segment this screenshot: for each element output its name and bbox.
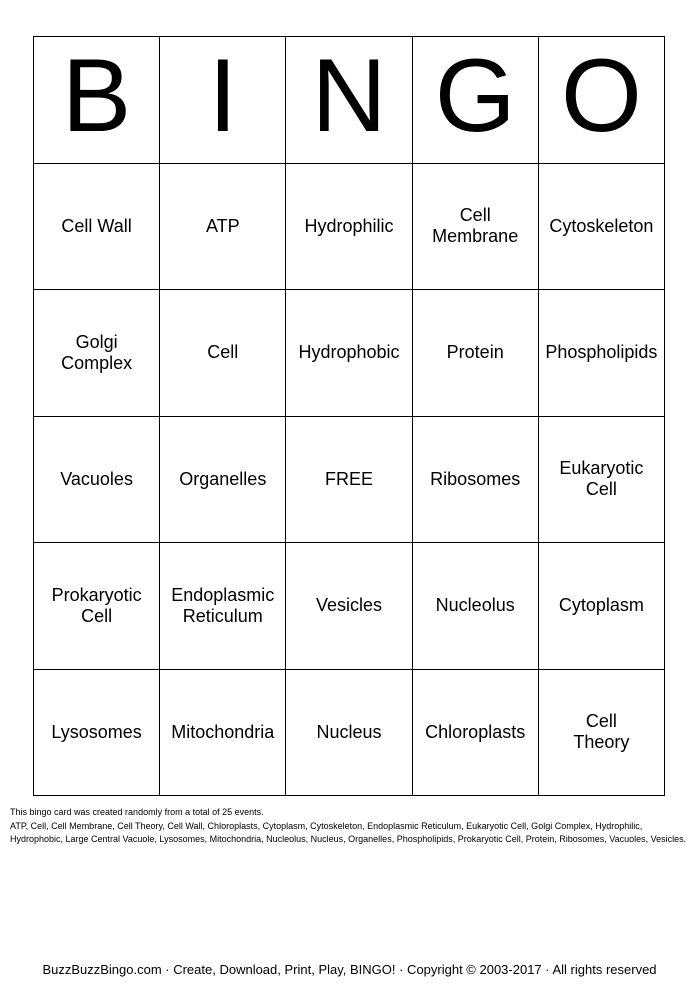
bingo-cell: Cell xyxy=(160,290,286,417)
bingo-cell: Eukaryotic Cell xyxy=(539,417,665,544)
bingo-cell: Organelles xyxy=(160,417,286,544)
bingo-cell: Ribosomes xyxy=(413,417,539,544)
header-letter-b: B xyxy=(34,37,160,164)
bingo-cell: Cell Membrane xyxy=(413,164,539,291)
footer-copyright: BuzzBuzzBingo.com · Create, Download, Print, Play, BINGO! · Copyright © 2003-2017 · All rights reserved xyxy=(42,962,657,977)
header-letter-g: G xyxy=(413,37,539,164)
bingo-cell: Hydrophilic xyxy=(286,164,412,291)
event-list: ATP, Cell, Cell Membrane, Cell Theory, Cell Wall, Chloroplasts, Cytoplasm, Cytoskeleton, Endoplasmic Reticulum, Eukaryotic Cell, Golgi Complex, Hydrophilic, Hydrophobic, Large Central Vacuole, Lysosomes, Mitochondria, Nucleolus, Nucleus, Organelles, Phospholipids, Prokaryotic Cell, Protein, Ribosomes, Vacuoles, Vesicles. xyxy=(10,821,687,844)
bingo-card xyxy=(33,36,665,796)
bingo-cell: Mitochondria xyxy=(160,670,286,797)
bingo-cell: Vacuoles xyxy=(34,417,160,544)
bingo-cell: Chloroplasts xyxy=(413,670,539,797)
bingo-cell: Hydrophobic xyxy=(286,290,412,417)
bingo-cell: Cell Theory xyxy=(539,670,665,797)
bingo-cell: Cell Wall xyxy=(34,164,160,291)
free-space-cell: FREE xyxy=(286,417,412,544)
bingo-cell: Nucleolus xyxy=(413,543,539,670)
header-letter-i: I xyxy=(160,37,286,164)
bingo-cell: Golgi Complex xyxy=(34,290,160,417)
bingo-cell: Endoplasmic Reticulum xyxy=(160,543,286,670)
bingo-cell: Nucleus xyxy=(286,670,412,797)
bingo-cell: ATP xyxy=(160,164,286,291)
bingo-cell: Prokaryotic Cell xyxy=(34,543,160,670)
creation-note: This bingo card was created randomly from a total of 25 events. xyxy=(10,807,264,817)
bingo-cell: Vesicles xyxy=(286,543,412,670)
bingo-cell: Cytoplasm xyxy=(539,543,665,670)
bingo-cell: Lysosomes xyxy=(34,670,160,797)
header-letter-o: O xyxy=(539,37,665,164)
header-letter-n: N xyxy=(286,37,412,164)
bingo-cell: Phospholipids xyxy=(539,290,665,417)
bingo-cell: Cytoskeleton xyxy=(539,164,665,291)
bingo-cell: Protein xyxy=(413,290,539,417)
